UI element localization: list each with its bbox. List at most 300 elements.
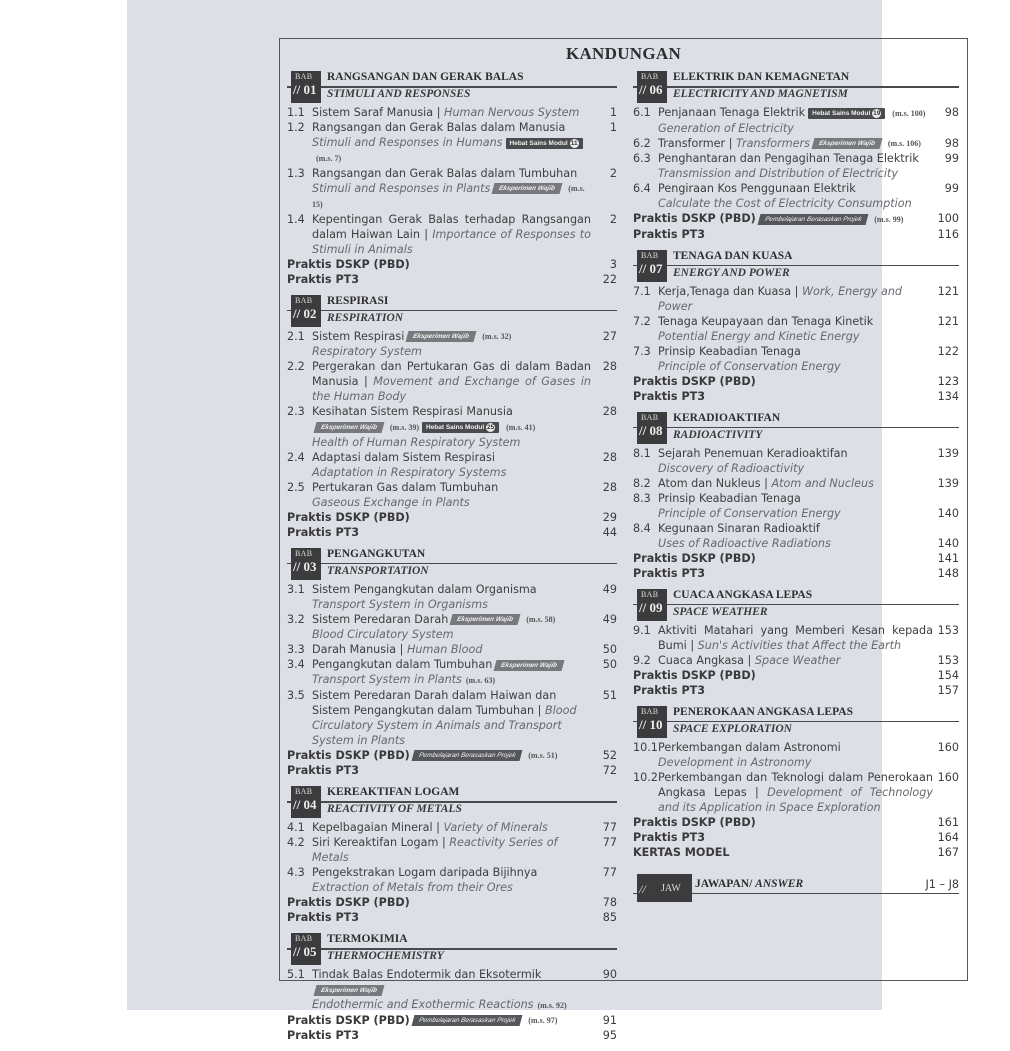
section-title-ms: Tenaga Keupayaan dan Tenaga Kinetik <box>658 314 874 328</box>
english-line <box>312 495 591 510</box>
practice-entry[interactable] <box>287 763 617 778</box>
answers-tag <box>637 874 692 902</box>
practice-entry[interactable] <box>633 815 959 830</box>
bab-tag <box>291 295 321 327</box>
page-number: 1 <box>609 121 617 134</box>
bab-label: BAB <box>295 548 313 558</box>
bab-label: BAB <box>641 72 659 81</box>
bab-tag <box>637 250 667 282</box>
bab-label: BAB <box>295 787 313 796</box>
chapter-title-ms: KERADIOAKTIFAN <box>673 411 781 424</box>
hash-icon: // <box>639 881 646 896</box>
section-title-ms: Darah Manusia <box>312 643 397 656</box>
page-number: 28 <box>602 360 617 373</box>
badge-label: Eksperimen Wajib <box>498 185 557 192</box>
section-title-ms: Sistem Peredaran Darah dalam Haiwan dan Sistem Pengangkutan dalam Tumbuhan <box>312 688 557 717</box>
practice-entry[interactable] <box>287 272 617 287</box>
toc-entry[interactable] <box>287 582 617 612</box>
chapter-header[interactable] <box>633 71 959 105</box>
chapter-title-en: SPACE WEATHER <box>673 605 768 618</box>
eksperimen-wajib-badge[interactable] <box>314 422 385 433</box>
section-number: 4.2 <box>287 836 305 849</box>
answers-row[interactable] <box>633 874 959 900</box>
page-number: 134 <box>937 389 959 403</box>
section-title-ms: Kerja,Tenaga dan Kuasa <box>658 284 792 298</box>
page-reference: (m.s. 97) <box>528 1016 558 1025</box>
english-line <box>312 465 591 480</box>
section-number: 3.4 <box>287 658 305 671</box>
english-line <box>658 166 933 181</box>
toc-entry[interactable] <box>287 688 617 748</box>
section-number: 6.2 <box>633 136 651 150</box>
chapter-title-en: THERMOCHEMISTRY <box>327 950 444 962</box>
separator: | <box>746 785 768 799</box>
separator: | <box>438 836 450 849</box>
section-number: 2.2 <box>287 360 305 373</box>
projek-badge[interactable] <box>411 1015 522 1026</box>
chapter-section <box>633 412 959 581</box>
section-title-en: Health of Human Respiratory System <box>312 435 521 449</box>
entry-body <box>312 166 591 212</box>
page-number: 49 <box>602 612 617 626</box>
practice-entry[interactable] <box>287 895 617 910</box>
toc-entry[interactable] <box>633 653 959 668</box>
section-title-en: Calculate the Cost of Electricity Consumption <box>658 197 912 210</box>
page-number: 77 <box>602 821 617 834</box>
badge-label: Hebat Sains Modul <box>812 109 871 117</box>
section-title-ms: Pengangkutan dalam Tumbuhan <box>312 658 493 671</box>
entry-body <box>312 450 591 480</box>
chapter-header[interactable] <box>287 548 617 582</box>
page-title: KANDUNGAN <box>565 44 682 63</box>
practice-label: Praktis DSKP (PBD) <box>287 257 410 271</box>
toc-entry[interactable] <box>287 212 617 257</box>
page-reference: (m.s. 39) <box>389 422 419 432</box>
section-number: 8.2 <box>633 476 651 490</box>
chapter-section <box>287 295 617 540</box>
page-number: 140 <box>937 536 959 550</box>
toc-entry[interactable] <box>287 120 617 166</box>
section-title-en: Transmission and Distribution of Electricity <box>658 167 898 180</box>
practice-label: Praktis DSKP (PBD) <box>287 510 410 524</box>
chapter-header[interactable] <box>287 295 617 329</box>
page-number: 153 <box>937 653 959 667</box>
separator: | <box>725 136 737 150</box>
badge-label: Eksperimen Wajib <box>320 986 378 994</box>
toc-entry[interactable] <box>633 770 959 815</box>
section-title-en: Potential Energy and Kinetic Energy <box>658 329 860 343</box>
eksperimen-wajib-badge[interactable] <box>406 331 477 342</box>
section-title-ms: Pergerakan dan Pertukaran Gas di dalam Badan Manusia <box>312 360 591 388</box>
page-reference: (m.s. 58) <box>526 615 556 624</box>
hebat-sains-modul-badge[interactable] <box>808 108 885 119</box>
section-title-en: Extraction of Metals from their Ores <box>312 881 513 894</box>
eksperimen-wajib-badge[interactable] <box>492 183 563 194</box>
section-title-en: Transport System in Plants <box>312 673 462 686</box>
hebat-sains-modul-badge[interactable] <box>422 422 499 433</box>
section-title-en: Respiratory System <box>312 345 422 358</box>
toc-entry[interactable] <box>287 480 617 510</box>
section-title-ms: Kepelbagaian Mineral <box>312 821 433 834</box>
practice-entry[interactable] <box>633 374 959 389</box>
section-number: 1.1 <box>287 106 305 119</box>
toc-entry[interactable] <box>633 136 959 152</box>
practice-entry[interactable] <box>633 683 959 698</box>
page-reference: (m.s. 32) <box>482 332 512 341</box>
separator: | <box>396 643 407 656</box>
section-number: 10.1 <box>633 740 658 754</box>
chapter-header[interactable] <box>287 933 617 967</box>
entry-body <box>658 284 933 314</box>
module-number: 25 <box>487 423 495 431</box>
english-line <box>312 135 591 166</box>
chapter-number: // 08 <box>639 422 663 438</box>
entry-body <box>312 582 591 612</box>
section-title-ms: Prinsip Keabadian Tenaga <box>658 491 801 505</box>
page-reference: (m.s. 7) <box>316 153 342 163</box>
bab-label: BAB <box>295 72 313 81</box>
toc-entry[interactable] <box>633 740 959 770</box>
chapter-title-en: RADIOACTIVITY <box>673 428 763 441</box>
toc-entry[interactable] <box>287 967 617 1013</box>
chapter-title-ms: ELEKTRIK DAN KEMAGNETAN <box>673 71 850 83</box>
section-number: 8.3 <box>633 491 651 505</box>
section-number: 7.1 <box>633 284 651 298</box>
page-reference: (m.s. 106) <box>887 139 921 148</box>
toc-entry[interactable] <box>633 446 959 476</box>
page-number: 52 <box>602 748 617 762</box>
chapter-title-ms: TENAGA DAN KUASA <box>673 249 793 262</box>
practice-entry[interactable] <box>287 748 617 764</box>
module-number: 11 <box>570 139 578 147</box>
projek-badge[interactable] <box>411 750 522 761</box>
chapter-number: // 03 <box>293 558 317 574</box>
section-number: 1.4 <box>287 212 305 226</box>
chapter-title-en: TRANSPORTATION <box>327 564 429 577</box>
page-number: 98 <box>944 136 959 150</box>
chapter-section <box>287 71 617 287</box>
section-title-ms: Kepentingan Gerak Balas terhadap Rangsangan dalam Haiwan Lain <box>312 212 591 241</box>
section-title-en: Work, Energy and Power <box>658 284 903 313</box>
section-title-en: Endothermic and Exothermic Reactions <box>312 998 534 1011</box>
page-number: 77 <box>602 866 617 879</box>
answers-tag-label: JAW <box>661 882 681 894</box>
entry-body <box>312 820 591 835</box>
section-title-en: Importance of Responses to Stimuli in Animals <box>312 227 591 256</box>
toc-entry[interactable] <box>633 181 959 211</box>
chapter-header[interactable] <box>633 412 959 446</box>
section-number: 10.2 <box>633 770 658 784</box>
practice-entry[interactable] <box>633 830 959 845</box>
toc-entry[interactable] <box>287 612 617 643</box>
toc-entry[interactable] <box>287 835 617 865</box>
entry-body <box>312 359 591 404</box>
page-number: 148 <box>937 566 959 580</box>
section-number: 1.2 <box>287 121 305 134</box>
page-number: 95 <box>602 1029 617 1042</box>
entry-body <box>658 151 933 181</box>
eksperimen-wajib-badge[interactable] <box>314 985 385 996</box>
separator: | <box>433 106 445 119</box>
page-number: 85 <box>602 911 617 924</box>
section-title-en: Movement and Exchange of Gases in the Human Body <box>312 375 591 403</box>
module-number: 19 <box>873 109 881 117</box>
page-number: 167 <box>937 845 959 859</box>
section-title-ms: Tindak Balas Endotermik dan Eksotermik <box>312 968 542 981</box>
bab-tag <box>291 786 321 818</box>
separator: | <box>686 638 698 652</box>
english-line <box>658 461 933 476</box>
eksperimen-wajib-badge[interactable] <box>811 138 882 149</box>
page-number: 90 <box>602 968 617 981</box>
toc-entry[interactable] <box>633 476 959 491</box>
page-number: 28 <box>602 405 617 418</box>
section-number: 2.3 <box>287 405 305 418</box>
bab-tag <box>291 71 321 103</box>
page-reference: (m.s. 100) <box>892 108 926 118</box>
paper-page <box>127 0 959 1042</box>
section-title-ms: Sistem Respirasi <box>312 329 405 343</box>
section-title-en: Human Blood <box>406 643 483 656</box>
practice-entry[interactable] <box>633 845 959 860</box>
badge-label: Pembelajaran Berasaskan Projek <box>763 215 863 223</box>
page-number: 51 <box>602 688 617 702</box>
chapter-header[interactable] <box>287 786 617 820</box>
section-number: 2.5 <box>287 480 305 494</box>
chapter-header[interactable] <box>633 706 959 740</box>
practice-entry[interactable] <box>287 910 617 925</box>
section-title-en: Development of Technology and its Application in Space Exploration <box>658 785 933 814</box>
section-title-en: Blood Circulatory System in Animals and Transport System in Plants <box>312 703 577 747</box>
bab-tag <box>637 71 667 103</box>
entry-body <box>658 314 933 344</box>
practice-entry[interactable] <box>633 668 959 683</box>
chapter-title-en: STIMULI AND RESPONSES <box>327 88 471 100</box>
page-number: 72 <box>602 764 617 777</box>
entry-body <box>312 329 591 360</box>
page-number: 122 <box>937 344 959 358</box>
page-number: 28 <box>602 480 617 494</box>
english-line <box>312 672 591 688</box>
page-number: 121 <box>937 314 959 328</box>
page-reference: (m.s. 15) <box>312 184 585 209</box>
entry-body <box>658 181 933 211</box>
page-number: 139 <box>937 476 959 490</box>
chapter-section <box>287 548 617 779</box>
practice-entry[interactable] <box>633 566 959 581</box>
english-line <box>312 181 591 212</box>
entry-body <box>658 344 933 374</box>
separator: | <box>420 227 433 241</box>
projek-badge[interactable] <box>757 214 868 225</box>
entry-body <box>658 136 933 152</box>
bab-label: BAB <box>641 706 659 716</box>
entry-body <box>658 491 959 521</box>
chapter-title-en: ENERGY AND POWER <box>673 266 790 279</box>
section-number: 8.4 <box>633 521 651 535</box>
toc-entry[interactable] <box>287 329 617 360</box>
english-line <box>658 329 933 344</box>
practice-label: Praktis DSKP (PBD) <box>633 374 756 388</box>
chapter-header[interactable] <box>633 250 959 284</box>
section-title-ms: Siri Kereaktifan Logam <box>312 836 439 849</box>
hebat-sains-modul-badge[interactable] <box>506 138 583 149</box>
toc-entry[interactable] <box>633 284 959 314</box>
toc-entry[interactable] <box>633 344 959 374</box>
practice-label: Praktis PT3 <box>287 764 360 777</box>
right-column <box>633 71 959 900</box>
page-number: 29 <box>602 510 617 524</box>
badge-label: Eksperimen Wajib <box>456 616 515 623</box>
section-number: 9.2 <box>633 653 651 667</box>
english-line <box>658 196 933 211</box>
entry-body <box>312 657 591 688</box>
page-number: 164 <box>937 830 959 844</box>
answers-title <box>695 878 803 890</box>
toc-entry[interactable] <box>633 491 959 521</box>
left-column <box>287 71 617 1051</box>
english-line <box>312 997 591 1013</box>
badge-label: Eksperimen Wajib <box>500 661 559 669</box>
toc-entry[interactable] <box>287 105 617 120</box>
chapter-section <box>287 786 617 925</box>
practice-entry[interactable] <box>633 227 959 242</box>
page-number: 139 <box>937 446 959 460</box>
eksperimen-wajib-badge[interactable] <box>450 614 521 625</box>
contents-frame <box>279 38 968 1042</box>
section-title-ms: Sistem Peredaran Darah <box>312 612 449 626</box>
practice-label: Praktis PT3 <box>633 566 706 580</box>
practice-entry[interactable] <box>287 1013 617 1029</box>
practice-label: Praktis DSKP (PBD) <box>633 815 756 829</box>
section-title-en: Atom and Nucleus <box>771 476 874 490</box>
toc-entry[interactable] <box>287 166 617 212</box>
badge-label: Eksperimen Wajib <box>818 140 876 147</box>
toc-entry[interactable] <box>287 865 617 895</box>
page-number: 77 <box>602 836 617 849</box>
toc-entry[interactable] <box>633 623 959 653</box>
entry-body <box>312 642 591 657</box>
chapter-header[interactable] <box>633 589 959 623</box>
practice-entry[interactable] <box>287 510 617 525</box>
page-reference: (m.s. 92) <box>537 1000 567 1010</box>
entry-body <box>312 480 591 510</box>
toc-entry[interactable] <box>633 521 959 551</box>
practice-entry[interactable] <box>287 525 617 540</box>
answers-title-en: ANSWER <box>755 877 804 890</box>
separator: | <box>791 284 802 298</box>
section-title-ms: Transformer <box>658 136 726 150</box>
eksperimen-wajib-badge[interactable] <box>494 660 565 671</box>
separator: | <box>358 375 374 388</box>
separator: | <box>432 821 444 834</box>
toc-entry[interactable] <box>287 657 617 688</box>
section-title-en: Blood Circulatory System <box>312 628 454 641</box>
page-number: 78 <box>602 896 617 909</box>
toc-entry[interactable] <box>633 314 959 344</box>
practice-label: Praktis PT3 <box>287 911 360 924</box>
section-number: 7.3 <box>633 344 651 358</box>
section-number: 6.3 <box>633 152 651 165</box>
section-number: 2.4 <box>287 450 305 464</box>
section-title-ms: Aktiviti Matahari yang Memberi Kesan kepada Bumi <box>658 623 933 652</box>
badge-line <box>312 419 591 435</box>
toc-entry[interactable] <box>287 450 617 480</box>
chapter-number: // 07 <box>639 260 663 276</box>
section-number: 7.2 <box>633 314 651 328</box>
practice-entry[interactable] <box>287 257 617 272</box>
practice-label: Praktis PT3 <box>287 1029 360 1042</box>
page-number: 22 <box>602 272 617 286</box>
toc-entry[interactable] <box>287 642 617 657</box>
section-number: 5.1 <box>287 968 305 981</box>
entry-body <box>312 404 591 450</box>
chapter-title-en: RESPIRATION <box>327 311 404 324</box>
chapter-number: // 04 <box>293 797 317 812</box>
toc-entry[interactable] <box>633 151 959 181</box>
section-number: 6.4 <box>633 182 651 195</box>
section-title-en: Principle of Conservation Energy <box>658 359 841 373</box>
entry-body <box>658 770 933 815</box>
section-title-en: Uses of Radioactive Radiations <box>658 536 831 550</box>
page-number: 28 <box>602 450 617 464</box>
section-title-ms: Sejarah Penemuan Keradioaktifan <box>658 446 848 460</box>
practice-label: Praktis PT3 <box>287 525 360 539</box>
section-title-en: Discovery of Radioactivity <box>658 461 805 475</box>
section-number: 3.5 <box>287 688 305 702</box>
toc-entry[interactable] <box>633 105 959 136</box>
practice-entry[interactable] <box>287 1028 617 1043</box>
practice-label: Praktis DSKP (PBD) <box>287 896 410 909</box>
page-number: 2 <box>609 212 617 226</box>
chapter-header[interactable] <box>287 71 617 105</box>
page-number: 161 <box>937 815 959 829</box>
page-reference: (m.s. 51) <box>528 751 558 760</box>
english-line <box>312 627 591 642</box>
entry-body <box>658 105 933 136</box>
toc-entry[interactable] <box>287 359 617 404</box>
practice-label: Praktis PT3 <box>633 830 706 844</box>
practice-entry[interactable] <box>633 389 959 404</box>
section-number: 4.3 <box>287 866 305 879</box>
bab-label: BAB <box>641 250 659 260</box>
chapter-section <box>633 589 959 698</box>
section-title-en: Stimuli and Responses in Plants <box>312 181 491 195</box>
section-number: 3.1 <box>287 582 305 596</box>
page-number: 123 <box>937 374 959 388</box>
section-title-en: Generation of Electricity <box>658 121 794 135</box>
entry-body <box>312 967 591 1013</box>
english-line <box>658 359 933 374</box>
chapter-title-ms: CUACA ANGKASA LEPAS <box>673 588 813 601</box>
chapter-section <box>287 933 617 1043</box>
section-title-en: Transformers <box>736 136 810 150</box>
page-number: 49 <box>602 582 617 596</box>
section-title-en: Variety of Minerals <box>443 821 548 834</box>
chapter-number: // 10 <box>639 716 663 732</box>
section-number: 9.1 <box>633 623 651 637</box>
chapter-title-ms: RESPIRASI <box>327 294 389 307</box>
toc-entry[interactable] <box>287 404 617 450</box>
page-number: 160 <box>937 770 959 784</box>
practice-entry[interactable] <box>633 551 959 566</box>
toc-entry[interactable] <box>287 820 617 835</box>
practice-entry[interactable] <box>633 211 959 227</box>
section-title-en: Development in Astronomy <box>658 755 812 769</box>
english-line <box>312 435 591 450</box>
page-number: 99 <box>944 182 959 195</box>
practice-label: KERTAS MODEL <box>633 845 730 859</box>
